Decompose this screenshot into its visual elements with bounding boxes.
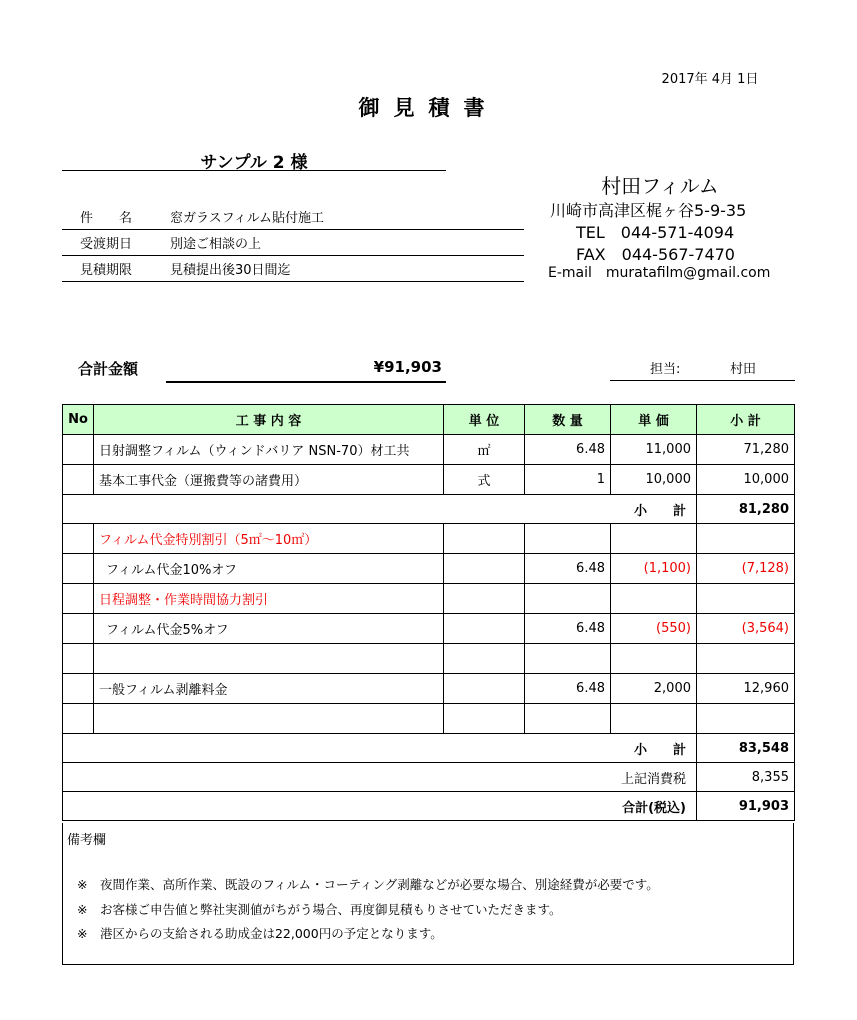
row-subtotal: (3,564) <box>697 614 795 644</box>
recipient-name: サンプル 2 様 <box>200 153 308 173</box>
tax-label: 上記消費税 <box>63 763 697 792</box>
row-quantity: 6.48 <box>525 435 611 465</box>
row-unit: 式 <box>444 465 525 495</box>
total-amount-value: ¥91,903 <box>373 358 442 376</box>
info-value: 見積提出後30日間迄 <box>170 263 291 278</box>
tax-value: 8,355 <box>697 763 795 792</box>
row-quantity: 6.48 <box>525 674 611 704</box>
contact-person-label: 担当: <box>650 362 681 377</box>
total-underline <box>166 381 446 383</box>
header-quantity: 数 量 <box>525 405 611 435</box>
row-description: 日射調整フィルム（ウィンドバリア NSN-70）材工共 <box>94 435 444 465</box>
table-row-empty <box>63 644 795 674</box>
recipient-underline <box>62 170 446 171</box>
remarks-title: 備考欄 <box>67 833 107 848</box>
remarks-box <box>62 823 794 965</box>
company-fax: FAX 044-567-7470 <box>576 245 735 264</box>
info-value: 別途ご相談の上 <box>170 237 262 252</box>
header-subtotal: 小 計 <box>697 405 795 435</box>
remark-item: ※ 港区からの支給される助成金は22,000円の予定となります。 <box>77 926 443 941</box>
subtotal-value: 81,280 <box>697 495 795 524</box>
subtotal-label: 小 計 <box>63 734 697 763</box>
total-amount-label: 合計金額 <box>78 360 139 378</box>
row-subtotal: 12,960 <box>697 674 795 704</box>
remark-item: ※ お客様ご申告値と弊社実測値がちがう場合、再度御見積もりさせていただきます。 <box>77 902 562 917</box>
info-row-subject <box>62 203 524 230</box>
row-quantity: 1 <box>525 465 611 495</box>
table-row <box>63 584 795 614</box>
contact-underline <box>610 380 795 381</box>
table-row <box>63 554 795 584</box>
row-subtotal: 71,280 <box>697 435 795 465</box>
info-label: 受渡期日 <box>80 237 133 252</box>
info-label: 件 名 <box>80 211 133 226</box>
contact-person-value: 村田 <box>730 362 757 377</box>
subtotal-value: 83,548 <box>697 734 795 763</box>
discount-heading: フィルム代金特別割引（5㎡～10㎡） <box>94 524 444 554</box>
grand-total-label: 合計(税込) <box>63 792 697 821</box>
estimate-table <box>62 404 795 821</box>
table-row <box>63 524 795 554</box>
row-unit-price: 11,000 <box>611 435 697 465</box>
document-title: 御見積書 <box>358 96 499 120</box>
grand-total-row <box>63 792 795 821</box>
table-row <box>63 465 795 495</box>
company-address: 川崎市高津区梶ヶ谷5-9-35 <box>550 201 747 220</box>
subtotal-row <box>63 495 795 524</box>
subtotal-row <box>63 734 795 763</box>
row-subtotal: (7,128) <box>697 554 795 584</box>
row-unit-price: 2,000 <box>611 674 697 704</box>
info-label: 見積期限 <box>80 263 133 278</box>
header-unit: 単 位 <box>444 405 525 435</box>
row-unit: ㎡ <box>444 435 525 465</box>
row-unit-price: 10,000 <box>611 465 697 495</box>
table-row <box>63 435 795 465</box>
row-description: 一般フィルム剥離料金 <box>94 674 444 704</box>
header-description: 工 事 内 容 <box>94 405 444 435</box>
row-description: 基本工事代金（運搬費等の諸費用） <box>94 465 444 495</box>
info-value: 窓ガラスフィルム貼付施工 <box>170 211 325 226</box>
discount-heading: 日程調整・作業時間協力割引 <box>94 584 444 614</box>
row-unit-price: (1,100) <box>611 554 697 584</box>
estimate-date: 2017年 4月 1日 <box>661 72 759 87</box>
header-unit-price: 単 価 <box>611 405 697 435</box>
company-email: E-mail muratafilm@gmail.com <box>548 265 771 281</box>
subtotal-label: 小 計 <box>63 495 697 524</box>
table-header-row <box>63 405 795 435</box>
tax-row <box>63 763 795 792</box>
row-unit-price: (550) <box>611 614 697 644</box>
row-description: フィルム代金5%オフ <box>94 614 444 644</box>
row-quantity: 6.48 <box>525 554 611 584</box>
table-row-empty <box>63 704 795 734</box>
header-no: No <box>63 405 94 435</box>
grand-total-value: 91,903 <box>697 792 795 821</box>
row-subtotal: 10,000 <box>697 465 795 495</box>
company-tel: TEL 044-571-4094 <box>576 223 735 242</box>
info-row-delivery <box>62 229 524 256</box>
company-name: 村田フィルム <box>601 174 719 198</box>
table-row <box>63 674 795 704</box>
remark-item: ※ 夜間作業、高所作業、既設のフィルム・コーティング剥離などが必要な場合、別途経費が必要です。 <box>77 877 659 892</box>
row-quantity: 6.48 <box>525 614 611 644</box>
table-row <box>63 614 795 644</box>
row-description: フィルム代金10%オフ <box>94 554 444 584</box>
info-row-validity <box>62 255 524 282</box>
